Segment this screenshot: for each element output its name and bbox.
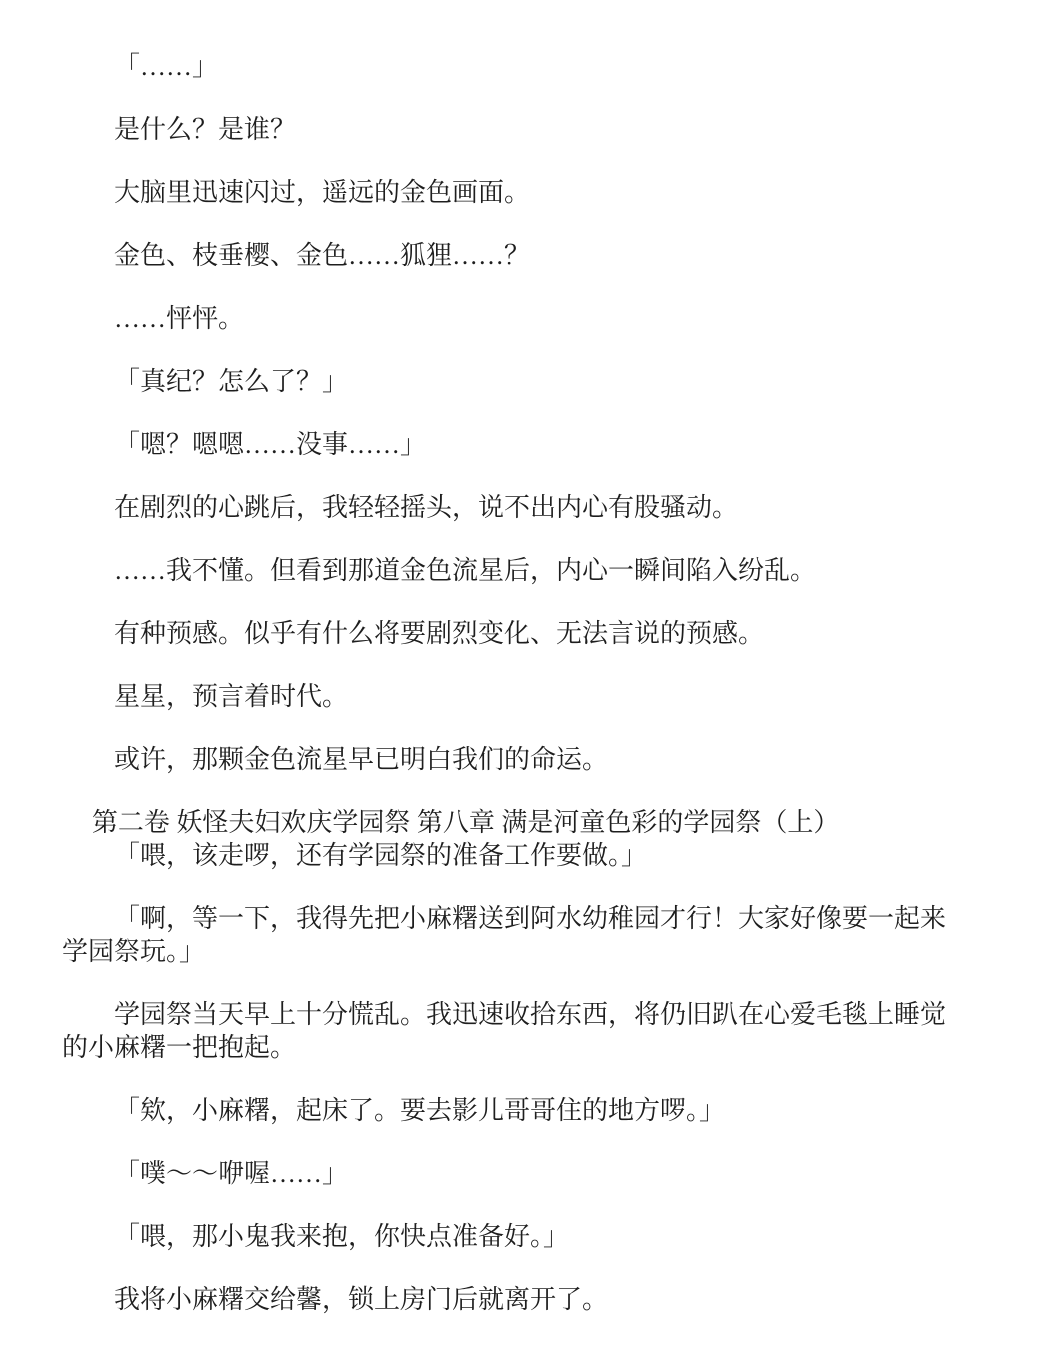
dialogue-line: 「欸，小麻糬，起床了。要去影儿哥哥住的地方啰。」 (114, 1096, 726, 1125)
chapter-heading: 第二卷 妖怪夫妇欢庆学园祭 第八章 满是河童色彩的学园祭（上） (91, 808, 840, 837)
dialogue-line: 「噗～～咿喔……」 (114, 1159, 349, 1188)
narration-line: 在剧烈的心跳后，我轻轻摇头，说不出内心有股骚动。 (114, 493, 739, 522)
dialogue-line: 「嗯？嗯嗯……没事……」 (114, 430, 427, 459)
narration-line: 是什么？是谁？ (114, 115, 297, 144)
dialogue-line: 「喂，该走啰，还有学园祭的准备工作要做。」 (114, 841, 648, 870)
narration-line: ……怦怦。 (114, 304, 245, 333)
narration-line: 大脑里迅速闪过，遥远的金色画面。 (114, 178, 531, 207)
dialogue-line: 「……」 (114, 52, 219, 81)
narration-line: 学园祭当天早上十分慌乱。我迅速收拾东西，将仍旧趴在心爱毛毯上睡觉的小麻糬一把抱起。 (62, 1000, 947, 1062)
narration-line: 我将小麻糬交给馨，锁上房门后就离开了。 (114, 1285, 609, 1314)
dialogue-line: 「啊，等一下，我得先把小麻糬送到阿水幼稚园才行！大家好像要一起来学园祭玩。」 (62, 904, 947, 966)
page-text-content (62, 50, 960, 1316)
narration-line: ……我不懂。但看到那道金色流星后，内心一瞬间陷入纷乱。 (114, 556, 817, 585)
narration-line: 或许，那颗金色流星早已明白我们的命运。 (114, 745, 609, 774)
dialogue-line: 「真纪？怎么了？」 (114, 367, 349, 396)
narration-line: 星星，预言着时代。 (114, 682, 349, 711)
narration-line: 有种预感。似乎有什么将要剧烈变化、无法言说的预感。 (114, 619, 765, 648)
narration-line: 金色、枝垂樱、金色……狐狸……？ (114, 241, 531, 270)
dialogue-line: 「喂，那小鬼我来抱，你快点准备好。」 (114, 1222, 570, 1251)
